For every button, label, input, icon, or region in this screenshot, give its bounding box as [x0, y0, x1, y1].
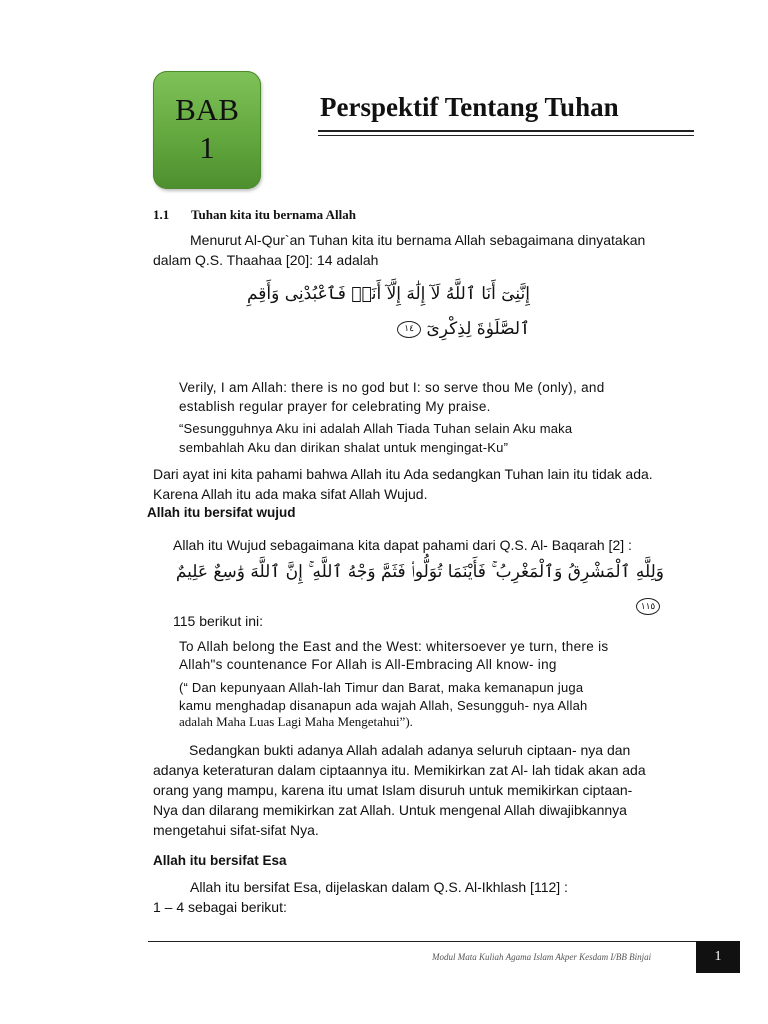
page-title: Perspektif Tentang Tuhan: [320, 92, 619, 122]
footer-text: Modul Mata Kuliah Agama Islam Akper Kesdam I/BB Binjai: [432, 952, 652, 962]
paragraph-5-line-1: Sedangkan bukti adanya Allah adalah adanya seluruh ciptaan- nya dan: [189, 742, 631, 758]
english-translation-2-line-2: Allah"s countenance For Allah is All-Embracing All know- ing: [179, 657, 557, 672]
footer-rule: [148, 941, 696, 942]
heading-wujud: Allah itu bersifat wujud: [147, 505, 296, 520]
section-title: Tuhan kita itu bernama Allah: [191, 207, 356, 222]
arabic-verse-2-mark-wrap: [636, 598, 660, 616]
paragraph-5-line-2: adanya keteraturan dalam ciptaannya itu. Memikirkan zat Al- lah tidak akan ada: [153, 762, 646, 778]
heading-esa: Allah itu bersifat Esa: [153, 853, 287, 868]
paragraph-5-line-5: mengetahui sifat-sifat Nya.: [153, 822, 319, 838]
arabic-verse-1-line-1: إِنَّنِىٓ أَنَا ٱللَّهُ لَآ إِلَٰهَ إِلَّآ أَنَا۠ فَٱعْبُدْنِى وَأَقِمِ: [246, 284, 530, 304]
paragraph-2-line-2: Karena Allah itu ada maka sifat Allah Wujud.: [153, 486, 428, 502]
paragraph-1-line-1: Menurut Al-Qur`an Tuhan kita itu bernama Allah sebagaimana dinyatakan: [190, 232, 646, 248]
arabic-verse-2: وَلِلَّهِ ٱلْمَشْرِقُ وَٱلْمَغْرِبُ ۚ فَأَيْنَمَا تُوَلُّوا۟ فَثَمَّ وَجْهُ ٱللَّهِ ۚ إِنَّ ٱللَّهَ وَٰسِعٌ عَلِيمٌ: [175, 562, 664, 582]
arabic-verse-1-line-2: [397, 318, 530, 339]
paragraph-2-line-1: Dari ayat ini kita pahami bahwa Allah itu Ada sedangkan Tuhan lain itu tidak ada.: [153, 466, 653, 482]
english-translation-2-line-1: To Allah belong the East and the West: whitersoever ye turn, there is: [179, 639, 609, 654]
indonesian-translation-1-line-1: “Sesungguhnya Aku ini adalah Allah Tiada Tuhan selain Aku maka: [179, 421, 573, 436]
title-rule-bottom: [318, 135, 694, 136]
english-translation-1-line-2: establish regular prayer for celebrating My praise.: [179, 399, 491, 414]
paragraph-5-line-3: orang yang mampu, karena itu umat Islam disuruh untuk memikirkan ciptaan-: [153, 782, 633, 798]
paragraph-4: 115 berikut ini:: [173, 613, 264, 629]
arabic-verse-1-text: ٱلصَّلَوٰةَ لِذِكْرِىٓ: [426, 319, 530, 339]
indonesian-translation-2-line-1: (“ Dan kepunyaan Allah-lah Timur dan Barat, maka kemanapun juga: [179, 680, 584, 695]
paragraph-5-line-4: Nya dan dilarang memikirkan zat Allah. Untuk mengenal Allah diwajibkannya: [153, 802, 627, 818]
chapter-number: 1: [199, 130, 215, 165]
indonesian-translation-1-line-2: sembahlah Aku dan dirikan shalat untuk mengingat-Ku”: [179, 440, 509, 455]
paragraph-6-line-2: 1 – 4 sebagai berikut:: [153, 899, 287, 915]
chapter-badge: [153, 71, 261, 189]
indonesian-translation-2-line-3: adalah Maha Luas Lagi Maha Mengetahui”).: [179, 714, 413, 729]
title-rule-top: [318, 130, 694, 132]
indonesian-translation-2-line-2: kamu menghadap disanapun ada wajah Allah, Sesungguh- nya Allah: [179, 698, 588, 713]
chapter-label: BAB: [175, 92, 239, 127]
english-translation-1-line-1: Verily, I am Allah: there is no god but I: so serve thou Me (only), and: [179, 380, 605, 395]
ayah-number-mark: ١١٥: [636, 598, 660, 615]
paragraph-1-line-2: dalam Q.S. Thaahaa [20]: 14 adalah: [153, 252, 379, 268]
ayah-number-mark: ١٤: [397, 321, 421, 338]
page-number: 1: [696, 941, 740, 973]
paragraph-3: Allah itu Wujud sebagaimana kita dapat pahami dari Q.S. Al- Baqarah [2] :: [173, 537, 632, 553]
paragraph-6-line-1: Allah itu bersifat Esa, dijelaskan dalam Q.S. Al-Ikhlash [112] :: [190, 879, 568, 895]
section-number: 1.1: [153, 207, 170, 222]
